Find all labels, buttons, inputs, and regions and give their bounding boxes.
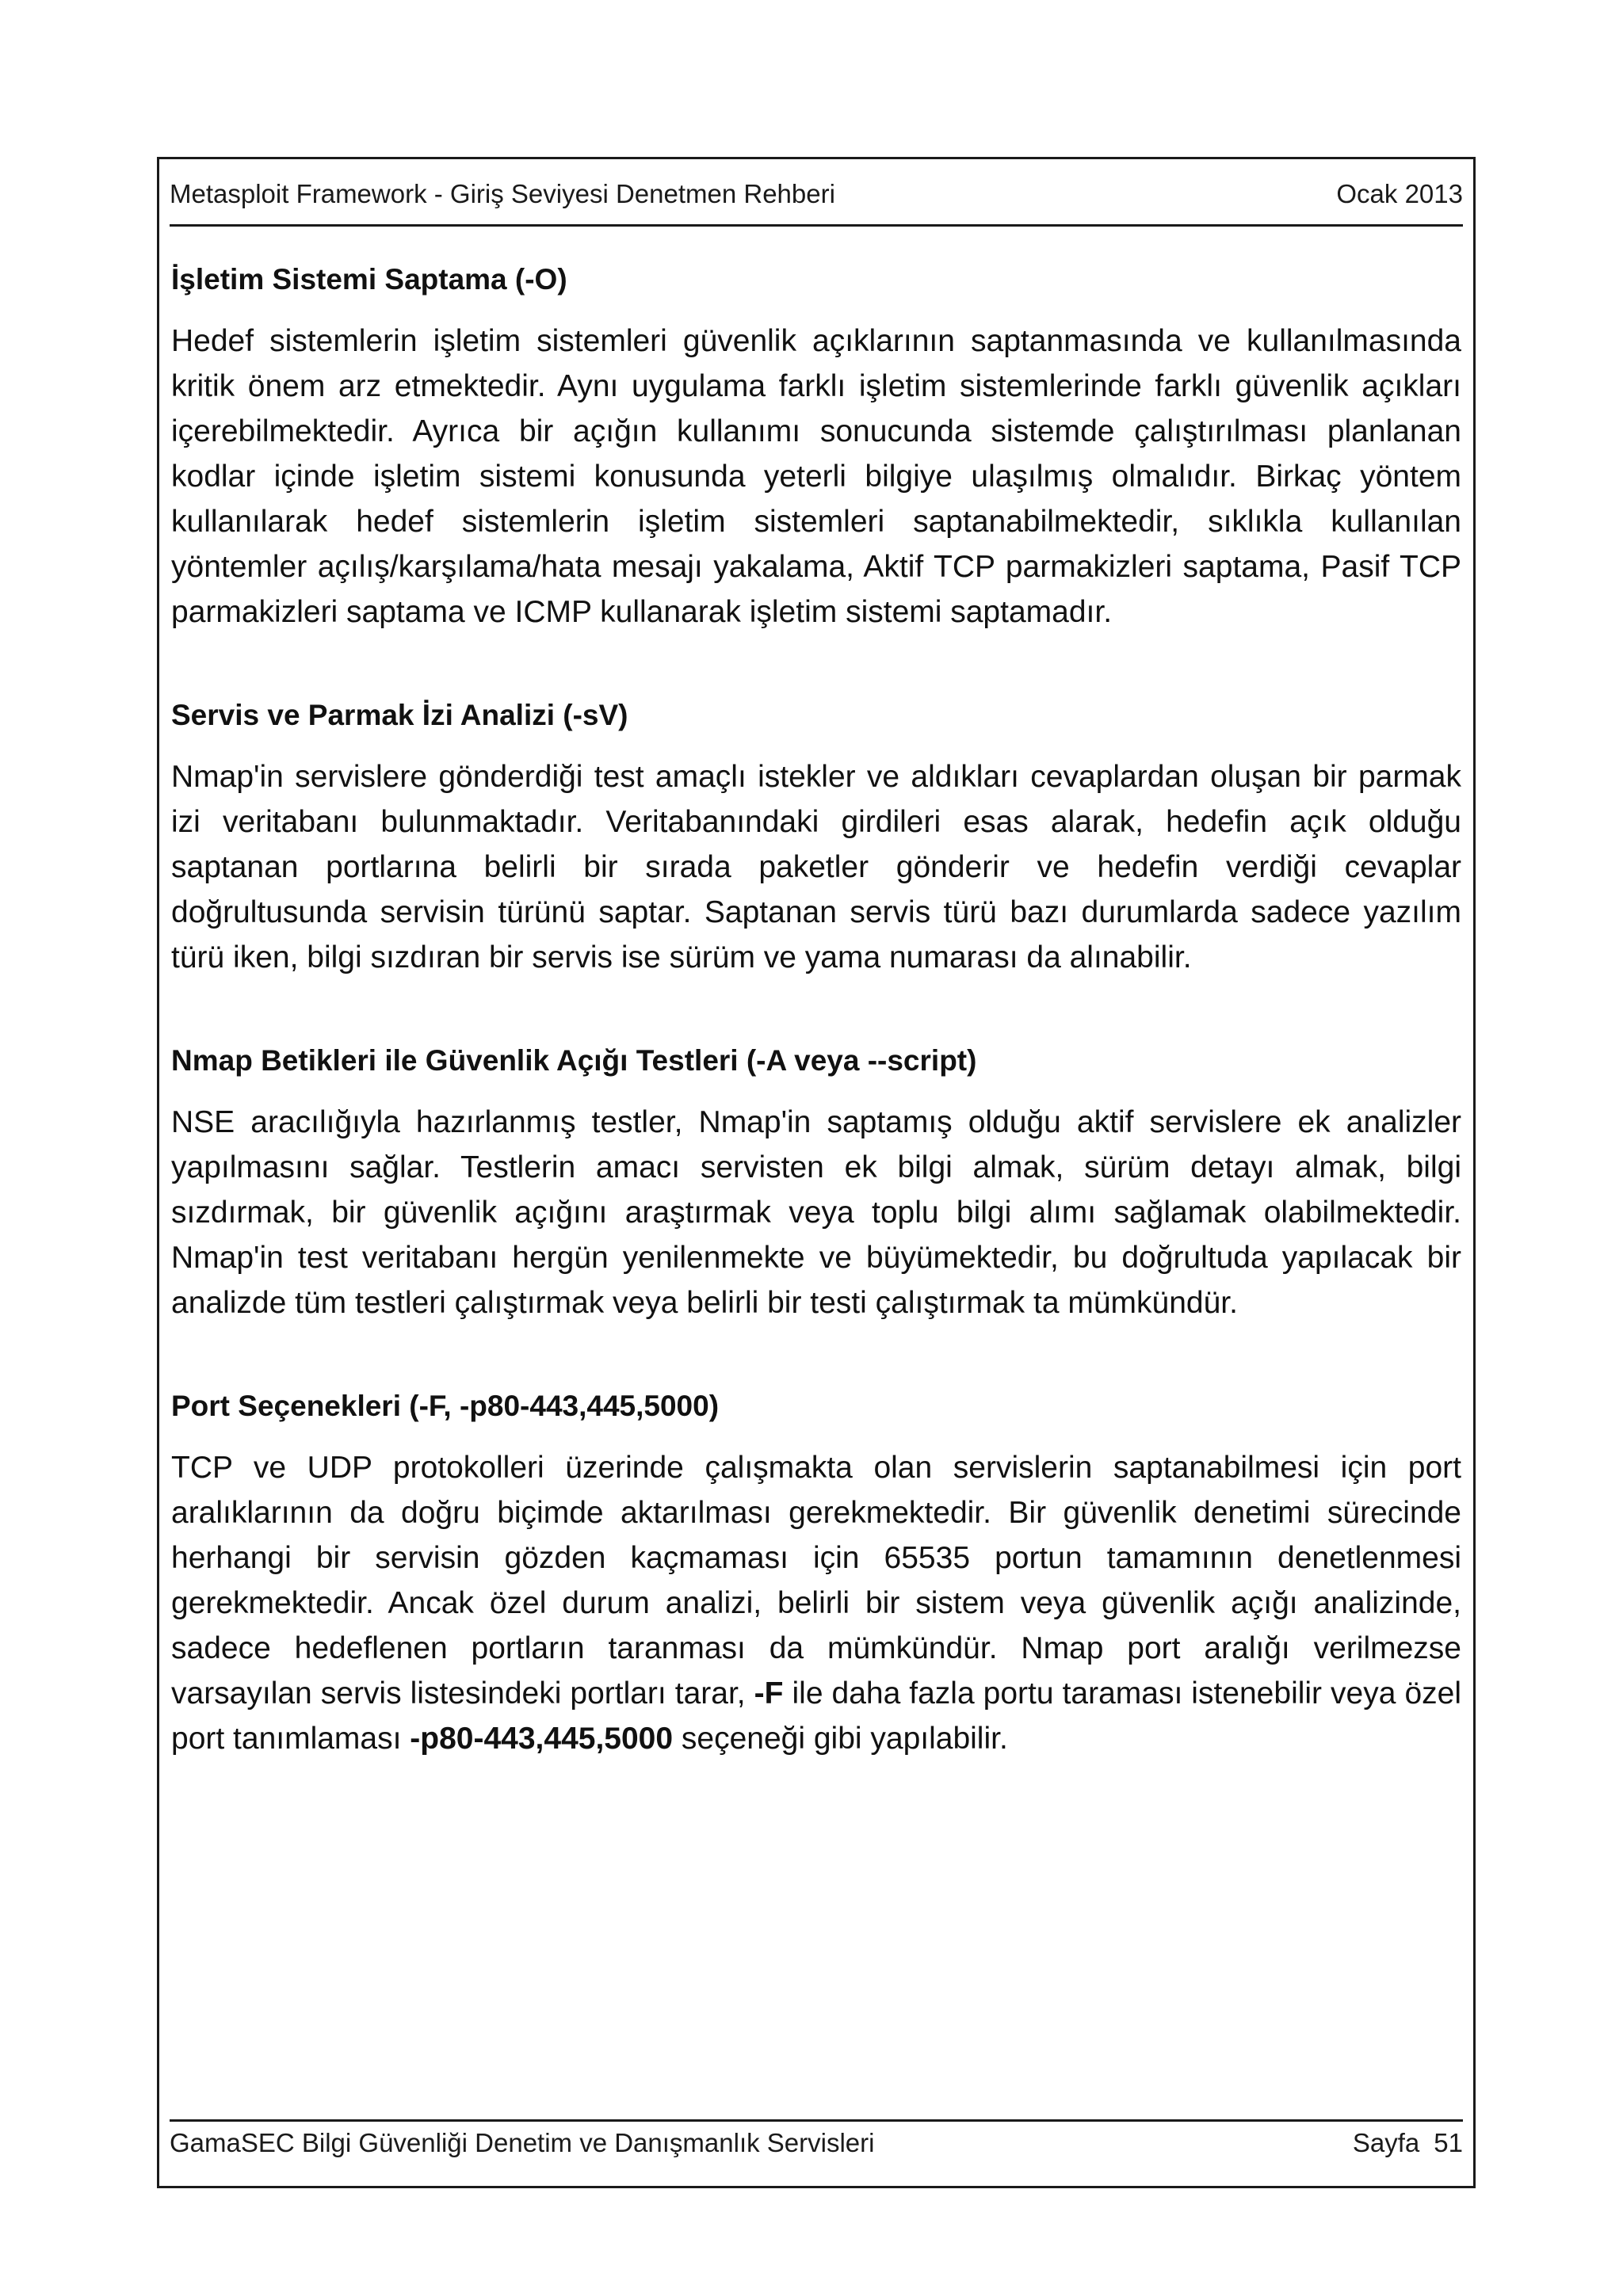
section-heading: İşletim Sistemi Saptama (-O)	[171, 263, 567, 296]
paragraph-text: TCP ve UDP protokolleri üzerinde çalışmakta olan servislerin saptanabilmesi için port aralıklarının da doğru biçimde aktarılması gerekmektedir. Bir güvenlik denetimi sürecinde herhangi bir servisin gözden kaçmaması için 65535 portun tamamının denetlenmesi gerekmektedir. Ancak özel durum analizi, belirli bir sistem veya güvenlik açığı analizinde, sadece hedeflenen portların taranması da mümkündür. Nmap port aralığı verilmezse varsayılan servis listesindeki portları tarar,	[171, 1451, 1461, 1711]
paragraph-text: ile daha fazla portu taraması istenebilir veya özel port tanımlaması	[171, 1676, 1461, 1756]
section-heading: Servis ve Parmak İzi Analizi (-sV)	[171, 699, 628, 731]
header-divider	[170, 224, 1463, 227]
section-service-fingerprint	[171, 697, 1461, 980]
section-os-detection	[171, 261, 1461, 635]
section-paragraph: Hedef sistemlerin işletim sistemleri güvenlik açıklarının saptanmasında ve kullanılmasında kritik önem arz etmektedir. Aynı uygulama farklı işletim sistemlerinde farklı güvenlik açıkları içerebilmektedir. Ayrıca bir açığın kullanımı sonucunda sistemde çalıştırılması planlanan kodlar içinde işletim sistemi konusunda yeterli bilgiye ulaşılmış olmalıdır. Birkaç yöntem kullanılarak hedef sistemlerin işletim sistemleri saptanabilmektedir, sıklıkla kullanılan yöntemler açılış/karşılama/hata mesajı yakalama, Aktif TCP parmakizleri saptama, Pasif TCP parmakizleri saptama ve ICMP kullanarak işletim sistemi saptamadır.	[171, 324, 1461, 629]
page-number: 51	[1434, 2128, 1463, 2157]
option-fast-scan: -F	[754, 1676, 784, 1711]
section-heading: Port Seçenekleri (-F, -p80-443,445,5000)	[171, 1390, 720, 1422]
page-label: Sayfa	[1352, 2128, 1420, 2157]
section-paragraph: Nmap'in servislere gönderdiği test amaçlı istekler ve aldıkları cevaplardan oluşan bir parmak izi veritabanı bulunmaktadır. Veritabanındaki girdileri esas alarak, hedefin açık olduğu saptanan portlarına belirli bir sırada paketler gönderir ve hedefin verdiği cevaplar doğrultusunda servisin türünü saptar. Saptanan servis türü bazı durumlarda sadece yazılım türü iken, bilgi sızdıran bir servis ise sürüm ve yama numarası da alınabilir.	[171, 760, 1461, 974]
section-nmap-scripts	[171, 1043, 1461, 1325]
section-heading: Nmap Betikleri ile Güvenlik Açığı Testleri (-A veya --script)	[171, 1044, 977, 1077]
running-header	[170, 179, 1463, 209]
paragraph-text: seçeneği gibi yapılabilir.	[681, 1722, 1008, 1756]
document-date: Ocak 2013	[1336, 179, 1463, 208]
running-footer	[170, 2128, 1463, 2158]
section-paragraph: NSE aracılığıyla hazırlanmış testler, Nmap'in saptamış olduğu aktif servislere ek analizler yapılmasını sağlar. Testlerin amacı servisten ek bilgi almak, sürüm detayı almak, bilgi sızdırmak, bir güvenlik açığını araştırmak veya toplu bilgi alımı sağlamak olabilmektedir. Nmap'in test veritabanı hergün yenilenmekte ve büyümektedir, bu doğrultuda yapılacak bir analizde tüm testleri çalıştırmak veya belirli bir testi çalıştırmak ta mümkündür.	[171, 1105, 1461, 1320]
page-indicator	[1353, 2128, 1463, 2158]
document-title: Metasploit Framework - Giriş Seviyesi Denetmen Rehberi	[170, 179, 835, 208]
page-content	[171, 261, 1461, 1824]
section-port-options	[171, 1388, 1461, 1761]
option-port-range: -p80-443,445,5000	[410, 1722, 674, 1756]
footer-divider	[170, 2119, 1463, 2122]
organization-name: GamaSEC Bilgi Güvenliği Denetim ve Danışmanlık Servisleri	[170, 2128, 875, 2157]
section-paragraph	[171, 1445, 1461, 1761]
